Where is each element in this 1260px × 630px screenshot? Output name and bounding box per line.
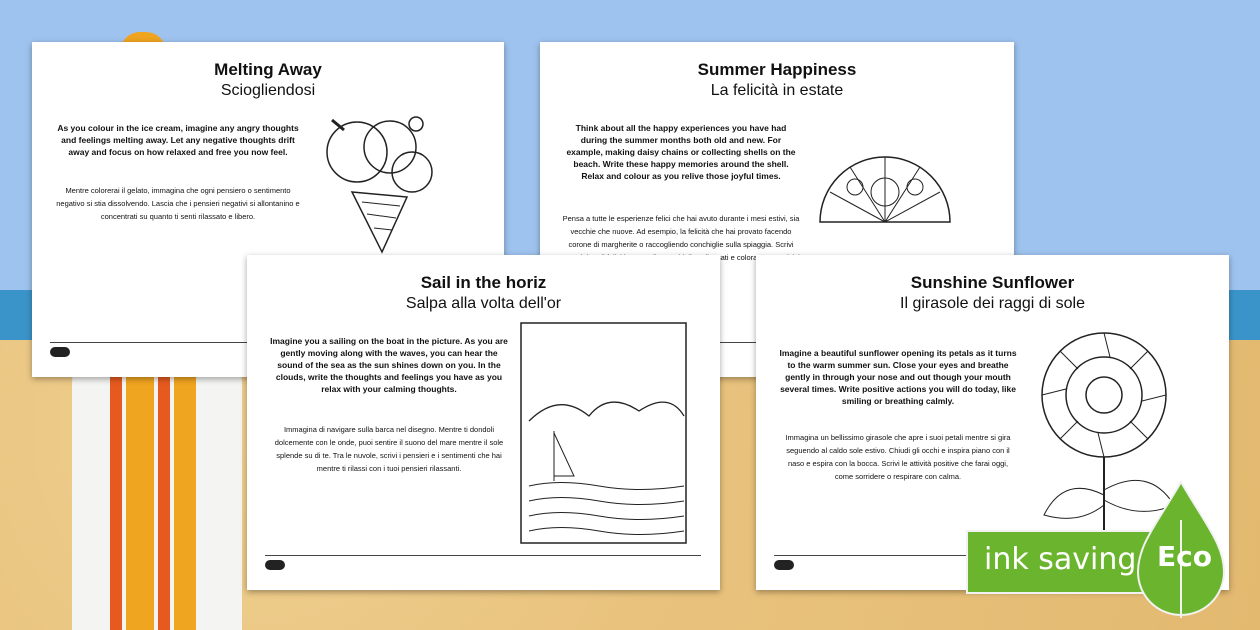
card-body-en: Imagine a beautiful sunflower opening its petals as it turns to the warm summer sun. Close your eyes and breathe gently in through your nose and out though your mouth several times. Write positive actions you will do today, like smiling or breathing calmly. <box>779 348 1017 406</box>
card-body-it: Immagina di navigare sulla barca nel disegno. Mentre ti dondoli dolcemente con le onde, puoi sentire il suono del mare mentre il sole splende su di te. Tra le nuvole, scrivi i pensieri e i sentimenti che hai mentre ti rilassi con i tuoi pensieri rilassanti. <box>274 425 504 473</box>
card-body-en: Think about all the happy experiences you have had during the summer months both old and new. For example, making daisy chains or collecting shells on the beach. Write these happy memories around the shell. Relax and colour as you relive those joyful times. <box>566 123 796 181</box>
card-footer-line <box>265 555 701 556</box>
card-title-en: Melting Away <box>214 60 322 79</box>
card-title-en: Summer Happiness <box>697 60 857 79</box>
card-title-en: Sunshine Sunflower <box>910 273 1075 292</box>
card-title-it: Salpa alla volta dell'or <box>405 295 562 312</box>
shell-icon <box>810 132 960 262</box>
card-title-en: Sail in the horiz <box>420 273 547 292</box>
card-body-en: As you colour in the ice cream, imagine any angry thoughts and feelings melting away. Let any negative thoughts drift away and focus on how relaxed and free you now feel. <box>57 123 299 157</box>
card-body-en: Imagine you a sailing on the boat in the picture. As you are gently moving along with the waves, you can hear the sound of the sea as the sun shines down on you. In the clouds, write the thoughts and feelings you have as you relax with your calming thoughts. <box>270 336 508 394</box>
card-body-it: Immagina un bellissimo girasole che apre i suoi petali mentre si gira seguendo al caldo sole estivo. Chiudi gli occhi e inspira piano con il naso e espira con la bocca. Scrivi le attività positive che farai oggi, come sorridere o respirare con calma. <box>785 433 1011 481</box>
card-body-it: Mentre colorerai il gelato, immagina che ogni pensiero o sentimento negativo si stia dissolvendo. Lascia che i pensieri negativi si allontanino e concentrati su quanto ti senti rilassato e libero. <box>56 186 300 221</box>
twinkl-logo <box>265 560 285 570</box>
card-title-it: La felicità in estate <box>710 82 844 99</box>
sailboat-icon <box>519 321 699 551</box>
twinkl-logo <box>50 347 70 357</box>
eco-label: Eco <box>1157 540 1212 573</box>
ink-saving-label: ink saving <box>984 542 1137 577</box>
card-body-it: Pensa a tutte le esperienze felici che hai avuto durante i mesi estivi, sia vecchie che nuove. Ad esempio, la felicità che hai provato facendo corone di margherite o raccogliendo conchiglie sulla spiaggia. Scrivi e colora <box>562 214 800 262</box>
worksheet-card-sail-horizon <box>247 255 720 590</box>
twinkl-logo <box>774 560 794 570</box>
ice-cream-icon <box>312 102 442 262</box>
card-title-it: Sciogliendosi <box>220 82 316 99</box>
card-title-it: Il girasole dei raggi di sole <box>900 295 1085 312</box>
